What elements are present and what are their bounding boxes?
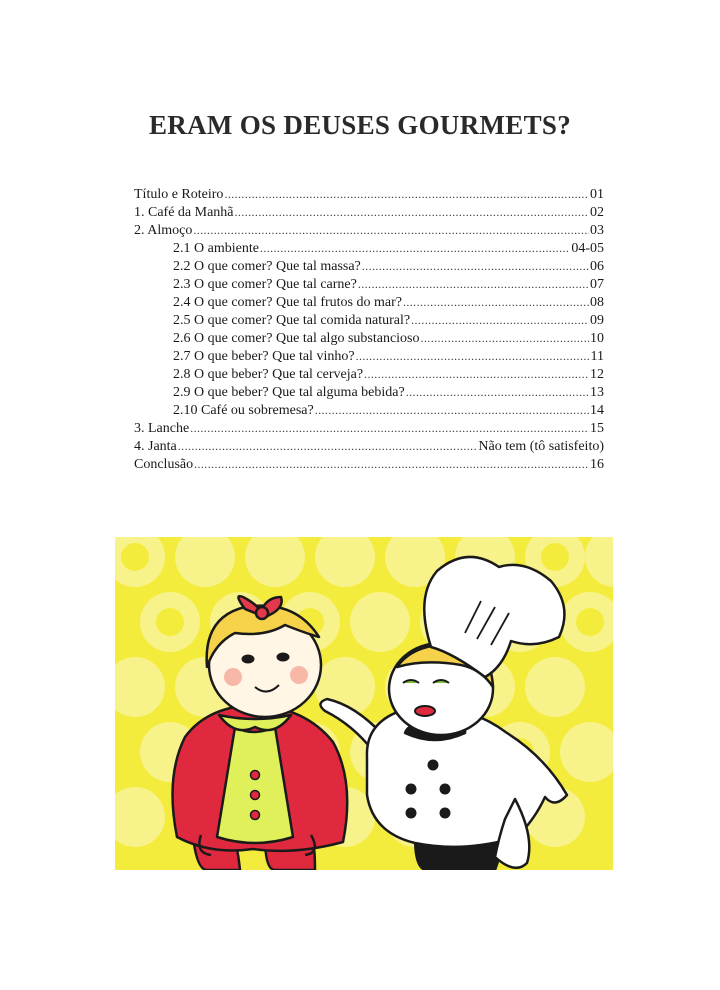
toc-entry-page: 16	[590, 457, 604, 472]
toc-entry	[134, 185, 604, 203]
toc-entry	[134, 311, 604, 329]
toc-entry-label: 2.1 O ambiente	[173, 241, 259, 256]
toc-entry-label: 2.3 O que comer? Que tal carne?	[173, 277, 357, 292]
toc-entry	[134, 239, 604, 257]
toc-leader-dots	[235, 203, 589, 221]
toc-entry-label: Título e Roteiro	[134, 187, 224, 202]
toc-entry-label: 1. Café da Manhã	[134, 205, 234, 220]
toc-leader-dots	[362, 257, 589, 275]
toc-entry	[134, 329, 604, 347]
toc-leader-dots	[190, 419, 589, 437]
toc-entry-label: Conclusão	[134, 457, 194, 472]
toc-leader-dots	[260, 239, 570, 257]
toc-entry-page: 07	[590, 277, 604, 292]
table-of-contents	[134, 185, 604, 473]
toc-entry-label: 2.10 Café ou sobremesa?	[173, 403, 314, 418]
toc-leader-dots	[193, 221, 589, 239]
toc-entry-page: 08	[590, 295, 604, 310]
toc-entry-page: 14	[590, 403, 604, 418]
toc-leader-dots	[194, 455, 589, 473]
toc-leader-dots	[178, 437, 478, 455]
document-title: ERAM OS DEUSES GOURMETS?	[148, 110, 572, 140]
toc-entry-label: 2.6 O que comer? Que tal algo substancioso	[173, 331, 420, 346]
toc-entry-page: Não tem (tô satisfeito)	[478, 439, 604, 454]
toc-leader-dots	[358, 275, 589, 293]
toc-leader-dots	[315, 401, 589, 419]
toc-entry-label: 3. Lanche	[134, 421, 190, 436]
toc-entry	[134, 383, 604, 401]
toc-entry-page: 13	[590, 385, 604, 400]
toc-entry	[134, 293, 604, 311]
toc-entry-label: 2.8 O que beber? Que tal cerveja?	[173, 367, 364, 382]
toc-entry-label: 2.2 O que comer? Que tal massa?	[173, 259, 361, 274]
toc-leader-dots	[411, 311, 589, 329]
toc-leader-dots	[364, 365, 589, 383]
toc-leader-dots	[403, 293, 589, 311]
toc-entry-label: 2.5 O que comer? Que tal comida natural?	[173, 313, 411, 328]
toc-leader-dots	[406, 383, 589, 401]
toc-entry-page: 02	[590, 205, 604, 220]
toc-entry-label: 2.9 O que beber? Que tal alguma bebida?	[173, 385, 405, 400]
toc-entry	[134, 419, 604, 437]
toc-entry-page: 11	[590, 349, 604, 364]
toc-leader-dots	[421, 329, 590, 347]
toc-entry-page: 10	[590, 331, 604, 346]
toc-entry	[134, 257, 604, 275]
toc-entry-page: 04-05	[571, 241, 604, 256]
toc-entry	[134, 275, 604, 293]
toc-entry-label: 4. Janta	[134, 439, 177, 454]
toc-leader-dots	[224, 185, 589, 203]
toc-entry-label: 2.7 O que beber? Que tal vinho?	[173, 349, 355, 364]
toc-entry	[134, 455, 604, 473]
toc-entry-page: 09	[590, 313, 604, 328]
toc-entry-page: 01	[590, 187, 604, 202]
toc-entry-label: 2. Almoço	[134, 223, 193, 238]
toc-entry	[134, 401, 604, 419]
toc-entry	[134, 347, 604, 365]
toc-leader-dots	[356, 347, 590, 365]
chef-and-girl-illustration	[115, 537, 613, 870]
toc-entry-label: 2.4 O que comer? Que tal frutos do mar?	[173, 295, 402, 310]
toc-entry	[134, 365, 604, 383]
toc-entry-page: 15	[590, 421, 604, 436]
toc-entry	[134, 221, 604, 239]
toc-entry	[134, 437, 604, 455]
toc-entry-page: 06	[590, 259, 604, 274]
toc-entry-page: 12	[590, 367, 604, 382]
toc-entry	[134, 203, 604, 221]
toc-entry-page: 03	[590, 223, 604, 238]
